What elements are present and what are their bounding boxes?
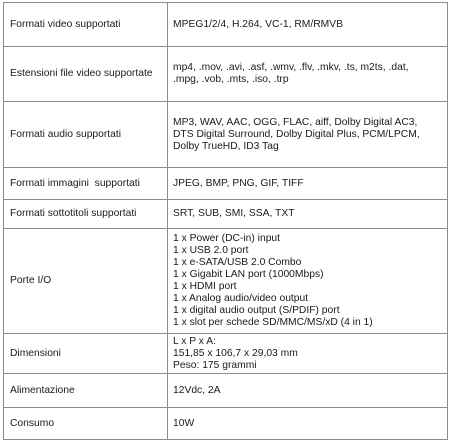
spec-value-line: MP3, WAV, AAC, OGG, FLAC, aiff, Dolby Digital AC3, (173, 116, 418, 128)
table-row (4, 408, 448, 440)
table-row (4, 374, 448, 408)
spec-value (168, 168, 448, 200)
table-row (4, 102, 448, 168)
spec-label: Formati sottotitoli supportati (4, 200, 168, 229)
spec-label: Formati video supportati (4, 3, 168, 47)
spec-value-line: SRT, SUB, SMI, SSA, TXT (173, 208, 295, 219)
spec-label: Porte I/O (4, 229, 168, 334)
spec-value-line: 151,85 x 106,7 x 29,03 mm (173, 347, 298, 359)
spec-label: Dimensioni (4, 334, 168, 374)
spec-label: Consumo (4, 408, 168, 440)
spec-value-line: L x P x A: (173, 335, 216, 347)
table-row (4, 3, 448, 47)
spec-value (168, 334, 448, 374)
spec-value (168, 47, 448, 102)
spec-value-line: Peso: 175 grammi (173, 359, 257, 371)
spec-value-line: 10W (173, 417, 195, 429)
spec-value-line: 1 x Power (DC-in) input (173, 233, 281, 244)
spec-value-line: 1 x e-SATA/USB 2.0 Combo (173, 257, 302, 268)
table-row (4, 200, 448, 229)
table-row (4, 334, 448, 374)
specifications-table (3, 2, 448, 440)
spec-value-line: MPEG1/2/4, H.264, VC-1, RM/RMVB (173, 18, 343, 30)
table-row (4, 47, 448, 102)
spec-value-line: 1 x Gigabit LAN port (1000Mbps) (173, 269, 324, 280)
spec-value-line: 1 x digital audio output (S/PDIF) port (173, 305, 340, 316)
spec-value-line: .mpg, .vob, .mts, .iso, .trp (173, 74, 289, 85)
spec-value-line: 1 x slot per schede SD/MMC/MS/xD (4 in 1) (173, 317, 373, 328)
spec-value (168, 408, 448, 440)
spec-value-line: JPEG, BMP, PNG, GIF, TIFF (173, 177, 304, 189)
spec-label: Alimentazione (4, 374, 168, 408)
spec-value (168, 229, 448, 334)
table-row (4, 229, 448, 334)
spec-value-line: DTS Digital Surround, Dolby Digital Plus, PCM/LPCM, (173, 128, 420, 140)
spec-value (168, 3, 448, 47)
spec-label: Formati immagini supportati (4, 168, 168, 200)
spec-value-line: 1 x HDMI port (173, 281, 237, 292)
spec-value-line: Dolby TrueHD, ID3 Tag (173, 140, 279, 152)
spec-label: Estensioni file video supportate (4, 47, 168, 102)
spec-value (168, 374, 448, 408)
spec-value-line: 1 x Analog audio/video output (173, 293, 309, 304)
spec-label: Formati audio supportati (4, 102, 168, 168)
table-row (4, 168, 448, 200)
spec-value (168, 102, 448, 168)
spec-value (168, 200, 448, 229)
spec-value-line: 12Vdc, 2A (173, 384, 221, 396)
spec-value-line: mp4, .mov, .avi, .asf, .wmv, .flv, .mkv, .ts, m2ts, .dat, (173, 62, 409, 73)
spec-value-line: 1 x USB 2.0 port (173, 245, 249, 256)
